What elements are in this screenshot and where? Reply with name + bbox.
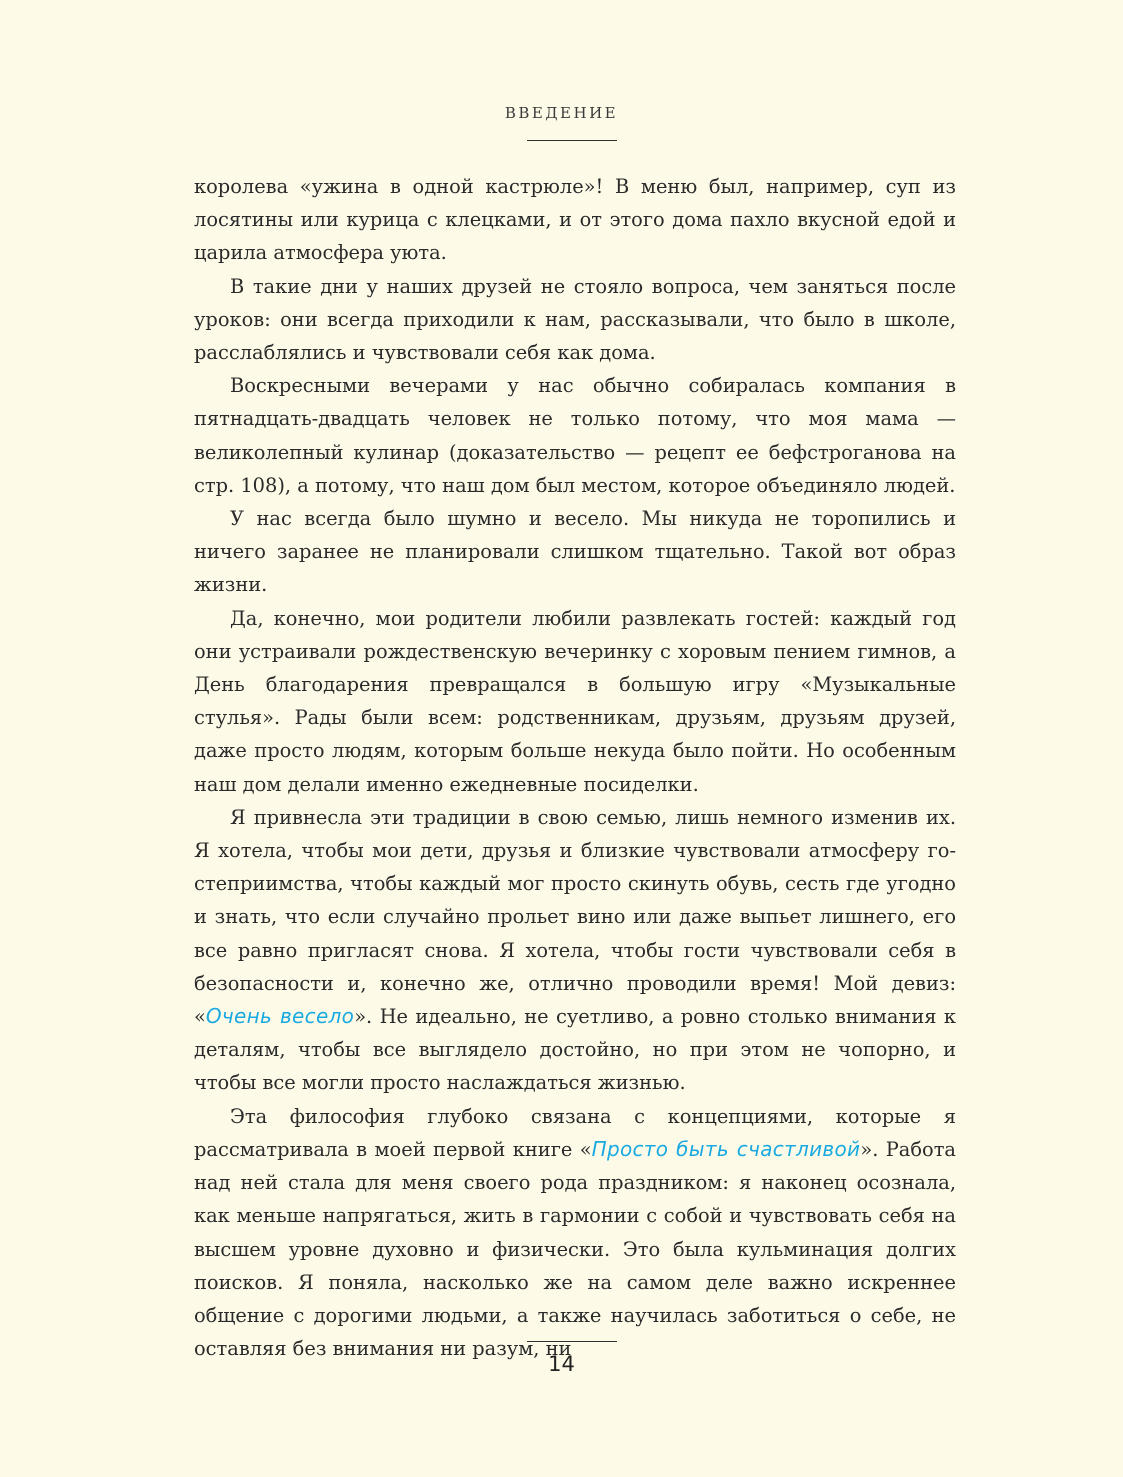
book-title-handwritten: Просто быть счастливой bbox=[591, 1136, 861, 1161]
page-number: 14 bbox=[548, 1352, 575, 1376]
running-head: ВВЕДЕНИЕ bbox=[504, 104, 619, 122]
paragraph-2: В такие дни у наших друзей не стояло вопроса, чем заняться после уроков: они всегда приходили к нам, рассказывали, что было в школе, расслаблялись и чувствовали себя как дома. bbox=[194, 274, 956, 365]
paragraph-6-text-after: ». Не идеально, не суетливо, а ровно столько внимания к деталям, чтобы все выглядело достойно, но при этом не чопорно, и чтобы все могли просто наслаждаться жизнью. bbox=[194, 1005, 956, 1095]
paragraph-7 bbox=[194, 1100, 956, 1366]
paragraph-1: королева «ужина в одной кастрюле»! В меню был, например, суп из лосятины или курица с клецками, и от этого дома пахло вкусной едой и царила атмосфера уюта. bbox=[194, 175, 956, 265]
body-text bbox=[194, 170, 956, 1365]
paragraph-6-text-before: Я привнесла эти традиции в свою семью, лишь немного изменив их. Я хотела, чтобы мои дети, друзья и близкие чувствовали атмосферу гостеприимства, чтобы каждый мог просто скинуть обувь, сесть где угодно и знать, что если случайно прольет вино или даже выпьет лишнего, его все равно пригласят снова. Я хотела, чтобы гости чувствовали себя в безопасности и, конечно же, отлично проводили время! Мой девиз: « bbox=[194, 805, 956, 1029]
paragraph-6 bbox=[194, 801, 956, 1100]
paragraph-3: Воскресными вечерами у нас обычно собиралась компания в пятнадцать-двадцать человек не только потому, что моя мама — великолепный кулинар (доказательство — рецепт ее бефстроганова на стр. 108), а потому, что наш дом был местом, которое объединяло людей. bbox=[194, 374, 956, 497]
paragraph-5: Да, конечно, мои родители любили развлекать гостей: каждый год они устраивали рождественскую вечеринку с хоровым пением гимнов, а День благодарения превращался в большую игру «Музыкальные стулья». Рады были всем: родственникам, друзьям, друзьям друзей, даже просто людям, которым больше некуда было пойти. Но особенным наш дом делали именно ежедневные посиделки. bbox=[194, 606, 956, 796]
motto-handwritten: Очень весело bbox=[205, 1004, 355, 1029]
footer-rule bbox=[527, 1341, 617, 1342]
paragraph-7-text-after: ». Работа над ней стала для меня своего рода праздником: я наконец осознала, как меньше напрягаться, жить в гармонии с собой и чувствовать себя на высшем уровне духовно и физически. Это была кульминация долгих поисков. Я поняла, насколько же на самом деле важно искреннее общение с дорогими людьми, а также научилась заботиться о себе, не оставляя без внимания ни разум, ни bbox=[194, 1137, 956, 1361]
paragraph-4: У нас всегда было шумно и весело. Мы никуда не торопились и ничего заранее не планировали слишком тщательно. Такой вот образ жизни. bbox=[194, 507, 956, 597]
header-rule bbox=[527, 140, 617, 141]
paragraph-7-text-before: Эта философия глубоко связана с концепциями, которые я рассматривала в моей первой книге « bbox=[194, 1104, 956, 1161]
